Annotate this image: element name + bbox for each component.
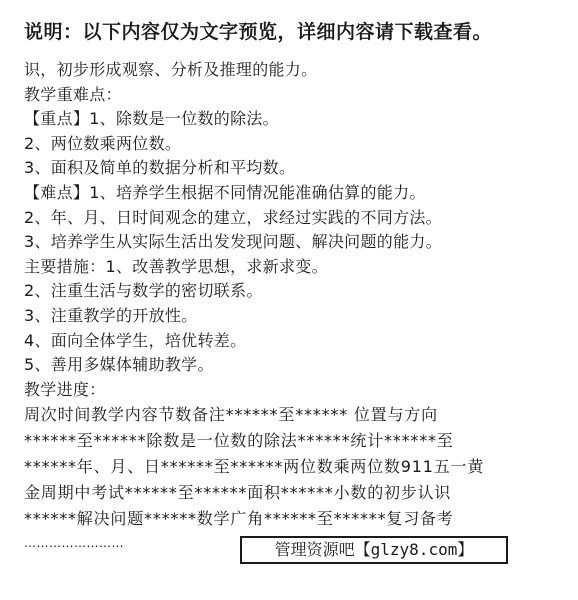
text-line: 4、面向全体学生，培优转差。 (24, 330, 247, 350)
text-line: 3、注重教学的开放性。 (24, 305, 198, 325)
text-line: 【重点】1、除数是一位数的除法。 (24, 109, 279, 129)
text-line: 识，初步形成观察、分析及推理的能力。 (24, 60, 318, 79)
section-heading: 教学进度： (24, 379, 106, 399)
text-line: 主要措施：1、改善教学思想，求新求变。 (24, 256, 328, 276)
preview-notice: 说明：以下内容仅为文字预览，详细内容请下载查看。 (24, 21, 493, 43)
schedule-line: 金周期中考试******至******面积******小数的初步认识 (24, 483, 452, 503)
schedule-line: ******至******除数是一位数的除法******统计******至 (24, 431, 454, 451)
text-line: 2、两位数乘两位数。 (24, 133, 182, 153)
text-line: 2、年、月、日时间观念的建立，求经过实践的不同方法。 (24, 207, 442, 227)
schedule-line: ******解决问题******数学广角******至******复习备考 (24, 509, 454, 529)
ellipsis-dots: …………………… (24, 536, 124, 550)
text-line: 2、注重生活与数学的密切联系。 (24, 281, 263, 301)
schedule-line: 周次时间教学内容节数备注******至****** 位置与方向 (24, 405, 438, 425)
schedule-line: ******年、月、日******至******两位数乘两位数911五一黄 (24, 457, 485, 477)
text-line: 5、善用多媒体辅助教学。 (24, 355, 214, 375)
source-badge[interactable]: 管理资源吧【glzy8.com】 (240, 536, 508, 564)
text-line: 3、培养学生从实际生活出发发现问题、解决问题的能力。 (24, 232, 442, 252)
document-body (24, 58, 554, 532)
section-heading: 教学重难点： (24, 84, 122, 104)
text-line: 3、面积及简单的数据分析和平均数。 (24, 158, 296, 178)
text-line: 【难点】1、培养学生根据不同情况能准确估算的能力。 (24, 182, 426, 202)
